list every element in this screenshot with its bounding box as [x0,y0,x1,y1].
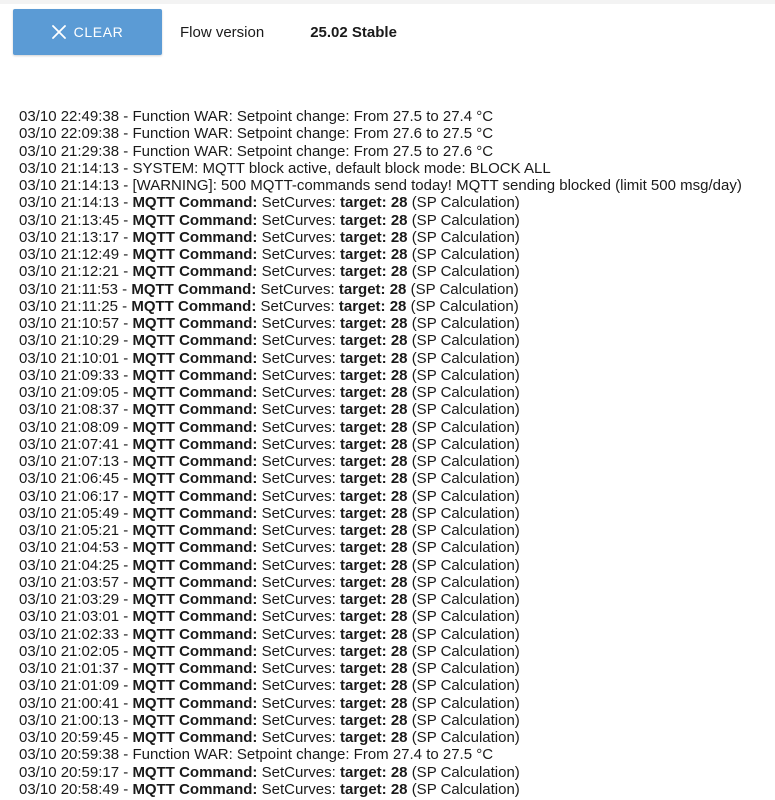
log-entry: 03/10 21:13:45 - MQTT Command: SetCurves: target: 28 (SP Calculation) [19,211,520,229]
log-timestamp: 03/10 21:01:37 [19,660,120,677]
log-target: target: 28 [339,470,408,488]
log-command-label: MQTT Command: [132,332,258,350]
log-timestamp: 03/10 21:12:21 [19,263,120,281]
log-entry: 03/10 21:07:41 - MQTT Command: SetCurves: target: 28 (SP Calculation) [19,435,520,453]
log-command-label: MQTT Command: [132,711,258,729]
log-target: target: 28 [339,315,408,332]
log-command-name: SetCurves: [261,332,336,350]
log-command-name: SetCurves: [261,487,336,505]
log-entry: 03/10 21:02:33 - MQTT Command: SetCurves: target: 28 (SP Calculation) [19,625,520,643]
log-command-label: MQTT Command: [132,349,258,367]
log-source: (SP Calculation) [411,539,520,557]
log-timestamp: 03/10 21:13:45 [19,211,120,229]
log-target: target: 28 [339,194,408,212]
log-entry: 03/10 21:09:05 - MQTT Command: SetCurves: target: 28 (SP Calculation) [19,384,520,401]
log-target: target: 28 [339,401,408,419]
log-command-label: MQTT Command: [132,211,258,229]
log-timestamp: 03/10 20:59:38 [19,746,120,764]
log-command-label: MQTT Command: [132,729,258,746]
log-entry: 03/10 21:12:49 - MQTT Command: SetCurves: target: 28 (SP Calculation) [19,246,520,263]
log-command-label: MQTT Command: [132,642,258,660]
log-timestamp: 03/10 21:09:33 [19,366,120,384]
log-timestamp: 03/10 21:05:21 [19,522,120,539]
log-timestamp: 03/10 22:49:38 [19,108,120,125]
flow-version-value: 25.02 Stable [310,23,397,41]
log-timestamp: 03/10 20:59:17 [19,763,120,781]
log-command-label: MQTT Command: [132,366,258,384]
log-timestamp: 03/10 21:09:05 [19,384,120,401]
log-target: target: 28 [339,780,408,798]
log-entry: 03/10 21:05:49 - MQTT Command: SetCurves: target: 28 (SP Calculation) [19,504,520,522]
log-target: target: 28 [339,694,408,712]
clear-button-label: CLEAR [73,24,124,40]
log-source: (SP Calculation) [411,401,520,419]
log-command-label: MQTT Command: [132,608,258,626]
log-entry: 03/10 21:11:25 - MQTT Command: SetCurves: target: 28 (SP Calculation) [19,297,519,315]
log-entry: 03/10 21:10:29 - MQTT Command: SetCurves: target: 28 (SP Calculation) [19,332,520,350]
log-timestamp: 03/10 21:07:13 [19,453,120,470]
log-entry: 03/10 21:03:57 - MQTT Command: SetCurves: target: 28 (SP Calculation) [19,573,520,591]
log-command-label: MQTT Command: [131,280,257,298]
log-target: target: 28 [339,418,408,436]
log-timestamp: 03/10 21:10:29 [19,332,120,350]
log-source: (SP Calculation) [411,487,520,505]
log-entry: 03/10 21:29:38 - Function WAR: Setpoint change: From 27.5 to 27.6 °C [19,142,494,160]
log-command-label: MQTT Command: [132,573,258,591]
log-timestamp: 03/10 20:58:49 [19,780,120,798]
log-timestamp: 03/10 21:08:09 [19,418,120,436]
log-command-name: SetCurves: [261,729,336,746]
log-command-label: MQTT Command: [132,504,258,522]
log-source: (SP Calculation) [411,608,520,626]
log-source: (SP Calculation) [411,470,520,488]
log-entry: 03/10 21:00:13 - MQTT Command: SetCurves: target: 28 (SP Calculation) [19,711,520,729]
log-timestamp: 03/10 21:03:29 [19,591,120,608]
log-command-name: SetCurves: [261,694,336,712]
log-command-label: MQTT Command: [132,384,258,401]
log-entry: 03/10 21:04:25 - MQTT Command: SetCurves: target: 28 (SP Calculation) [19,556,520,574]
log-command-name: SetCurves: [261,349,336,367]
log-source: (SP Calculation) [411,453,520,470]
log-entry: 03/10 21:02:05 - MQTT Command: SetCurves: target: 28 (SP Calculation) [19,642,520,660]
log-entry: 03/10 21:01:09 - MQTT Command: SetCurves: target: 28 (SP Calculation) [19,677,520,695]
log-target: target: 28 [339,677,408,695]
log-entry: 03/10 21:11:53 - MQTT Command: SetCurves: target: 28 (SP Calculation) [19,280,519,298]
log-command-label: MQTT Command: [132,401,258,419]
log-target: target: 28 [339,246,408,263]
log-target: target: 28 [339,608,408,626]
log-command-name: SetCurves: [261,228,336,246]
log-command-name: SetCurves: [261,660,336,677]
log-timestamp: 03/10 21:10:01 [19,349,120,367]
log-timestamp: 03/10 21:08:37 [19,401,120,419]
log-message: Function WAR: Setpoint change: From 27.5 to 27.4 °C [132,108,494,125]
log-command-name: SetCurves: [261,642,336,660]
log-source: (SP Calculation) [411,194,520,212]
log-entry: 03/10 21:14:13 - SYSTEM: MQTT block active, default block mode: BLOCK ALL [19,159,551,177]
log-source: (SP Calculation) [410,297,519,315]
log-command-name: SetCurves: [261,504,336,522]
log-panel [19,108,775,798]
log-source: (SP Calculation) [411,573,520,591]
log-timestamp: 03/10 21:03:01 [19,608,120,626]
log-timestamp: 03/10 21:01:09 [19,677,120,695]
log-entry: 03/10 21:10:01 - MQTT Command: SetCurves: target: 28 (SP Calculation) [19,349,520,367]
log-command-name: SetCurves: [261,211,336,229]
log-command-label: MQTT Command: [132,453,258,470]
log-entry: 03/10 21:00:41 - MQTT Command: SetCurves: target: 28 (SP Calculation) [19,694,520,712]
log-command-label: MQTT Command: [131,297,257,315]
log-entry: 03/10 22:09:38 - Function WAR: Setpoint change: From 27.6 to 27.5 °C [19,125,494,143]
log-target: target: 28 [339,729,408,746]
log-timestamp: 03/10 21:04:25 [19,556,120,574]
log-source: (SP Calculation) [411,642,520,660]
log-command-label: MQTT Command: [132,522,258,539]
log-command-name: SetCurves: [261,780,336,798]
log-source: (SP Calculation) [411,263,520,281]
log-target: target: 28 [338,297,407,315]
log-command-label: MQTT Command: [132,194,258,212]
log-entry: 03/10 20:59:38 - Function WAR: Setpoint change: From 27.4 to 27.5 °C [19,746,494,764]
log-command-name: SetCurves: [261,608,336,626]
log-command-name: SetCurves: [261,677,336,695]
log-command-name: SetCurves: [261,246,336,263]
top-border [0,0,775,4]
log-timestamp: 03/10 21:29:38 [19,142,120,160]
log-entry: 03/10 21:03:29 - MQTT Command: SetCurves: target: 28 (SP Calculation) [19,591,520,608]
log-timestamp: 03/10 21:03:57 [19,573,120,591]
log-command-name: SetCurves: [261,711,336,729]
log-timestamp: 03/10 21:07:41 [19,435,120,453]
log-target: target: 28 [339,522,408,539]
log-command-label: MQTT Command: [132,694,258,712]
log-timestamp: 03/10 21:02:05 [19,642,120,660]
log-entry: 03/10 21:14:13 - MQTT Command: SetCurves: target: 28 (SP Calculation) [19,194,520,212]
log-timestamp: 03/10 21:11:25 [19,297,118,315]
log-command-label: MQTT Command: [132,487,258,505]
log-target: target: 28 [339,435,408,453]
log-target: target: 28 [339,625,408,643]
log-timestamp: 03/10 21:11:53 [19,280,118,298]
log-entry: 03/10 21:07:13 - MQTT Command: SetCurves: target: 28 (SP Calculation) [19,453,520,470]
log-command-label: MQTT Command: [132,625,258,643]
toolbar [13,9,397,55]
log-entry: 03/10 21:03:01 - MQTT Command: SetCurves: target: 28 (SP Calculation) [19,608,520,626]
log-target: target: 28 [339,642,408,660]
log-command-label: MQTT Command: [132,435,258,453]
log-timestamp: 03/10 21:00:13 [19,711,120,729]
log-command-label: MQTT Command: [132,780,258,798]
log-entry: 03/10 21:04:53 - MQTT Command: SetCurves: target: 28 (SP Calculation) [19,539,520,557]
log-command-name: SetCurves: [261,263,336,281]
log-command-name: SetCurves: [261,315,336,332]
log-entry: 03/10 20:59:17 - MQTT Command: SetCurves: target: 28 (SP Calculation) [19,763,520,781]
log-entry: 03/10 21:08:09 - MQTT Command: SetCurves: target: 28 (SP Calculation) [19,418,520,436]
log-source: (SP Calculation) [411,694,520,712]
log-timestamp: 03/10 21:13:17 [19,228,120,246]
log-command-label: MQTT Command: [132,228,258,246]
log-target: target: 28 [339,573,408,591]
log-command-label: MQTT Command: [132,315,258,332]
log-command-name: SetCurves: [261,401,336,419]
log-command-name: SetCurves: [261,573,336,591]
log-source: (SP Calculation) [411,228,520,246]
log-entry: 03/10 21:05:21 - MQTT Command: SetCurves: target: 28 (SP Calculation) [19,522,520,539]
log-target: target: 28 [339,228,408,246]
log-target: target: 28 [339,763,408,781]
log-timestamp: 03/10 21:12:49 [19,246,120,263]
log-message: [WARNING]: 500 MQTT-commands send today! MQTT sending blocked (limit 500 msg/day) [132,177,742,194]
log-source: (SP Calculation) [410,280,519,298]
log-target: target: 28 [339,504,408,522]
log-message: Function WAR: Setpoint change: From 27.5 to 27.6 °C [132,142,494,160]
log-timestamp: 03/10 21:14:13 [19,159,120,177]
log-target: target: 28 [339,711,408,729]
log-command-name: SetCurves: [261,556,336,574]
log-source: (SP Calculation) [411,435,520,453]
log-target: target: 28 [339,453,408,470]
log-entry: 03/10 21:08:37 - MQTT Command: SetCurves: target: 28 (SP Calculation) [19,401,520,419]
log-entry: 03/10 22:49:38 - Function WAR: Setpoint change: From 27.5 to 27.4 °C [19,108,494,125]
log-command-label: MQTT Command: [132,263,258,281]
log-command-label: MQTT Command: [132,591,258,608]
flow-version-label: Flow version [180,23,265,41]
clear-button[interactable] [13,9,162,55]
log-message: SYSTEM: MQTT block active, default block mode: BLOCK ALL [132,159,551,177]
log-command-name: SetCurves: [261,591,336,608]
log-command-name: SetCurves: [261,522,336,539]
log-source: (SP Calculation) [411,556,520,574]
log-source: (SP Calculation) [411,522,520,539]
log-message: Function WAR: Setpoint change: From 27.4 to 27.5 °C [132,746,494,764]
log-command-label: MQTT Command: [132,556,258,574]
log-timestamp: 03/10 21:14:13 [19,177,120,194]
log-command-label: MQTT Command: [132,660,258,677]
log-target: target: 28 [339,384,408,401]
close-icon [52,25,66,39]
log-command-label: MQTT Command: [132,246,258,263]
log-command-name: SetCurves: [260,280,335,298]
log-source: (SP Calculation) [411,349,520,367]
log-command-name: SetCurves: [261,435,336,453]
log-target: target: 28 [339,332,408,350]
log-entry: 03/10 21:14:13 - [WARNING]: 500 MQTT-commands send today! MQTT sending blocked (limit 500 msg/day) [19,177,742,194]
log-timestamp: 03/10 21:05:49 [19,504,120,522]
log-command-name: SetCurves: [261,470,336,488]
log-target: target: 28 [339,539,408,557]
log-timestamp: 03/10 21:04:53 [19,539,120,557]
log-target: target: 28 [339,556,408,574]
log-command-name: SetCurves: [261,763,336,781]
log-command-name: SetCurves: [260,297,335,315]
log-entry: 03/10 21:13:17 - MQTT Command: SetCurves: target: 28 (SP Calculation) [19,228,520,246]
log-target: target: 28 [339,263,408,281]
log-source: (SP Calculation) [411,332,520,350]
log-command-label: MQTT Command: [132,677,258,695]
log-source: (SP Calculation) [411,677,520,695]
log-target: target: 28 [338,280,407,298]
log-entry: 03/10 21:06:45 - MQTT Command: SetCurves: target: 28 (SP Calculation) [19,470,520,488]
log-source: (SP Calculation) [411,763,520,781]
log-timestamp: 03/10 21:14:13 [19,194,120,212]
log-source: (SP Calculation) [411,625,520,643]
log-entry: 03/10 21:12:21 - MQTT Command: SetCurves: target: 28 (SP Calculation) [19,263,520,281]
log-target: target: 28 [339,211,408,229]
log-source: (SP Calculation) [411,366,520,384]
log-entry: 03/10 21:10:57 - MQTT Command: SetCurves: target: 28 (SP Calculation) [19,315,520,332]
log-entry: 03/10 21:01:37 - MQTT Command: SetCurves: target: 28 (SP Calculation) [19,660,520,677]
log-source: (SP Calculation) [411,418,520,436]
log-timestamp: 03/10 21:06:17 [19,487,120,505]
log-timestamp: 03/10 21:06:45 [19,470,120,488]
log-source: (SP Calculation) [411,504,520,522]
log-command-name: SetCurves: [261,625,336,643]
log-timestamp: 03/10 22:09:38 [19,125,120,143]
log-command-name: SetCurves: [261,384,336,401]
log-source: (SP Calculation) [411,711,520,729]
log-target: target: 28 [339,487,408,505]
log-target: target: 28 [339,366,408,384]
log-command-label: MQTT Command: [132,418,258,436]
log-target: target: 28 [339,660,408,677]
log-timestamp: 03/10 21:02:33 [19,625,120,643]
log-timestamp: 03/10 20:59:45 [19,729,120,746]
log-command-label: MQTT Command: [132,763,258,781]
log-source: (SP Calculation) [411,315,520,332]
log-target: target: 28 [339,349,408,367]
log-command-label: MQTT Command: [132,539,258,557]
log-entry: 03/10 20:59:45 - MQTT Command: SetCurves: target: 28 (SP Calculation) [19,729,520,746]
log-command-name: SetCurves: [261,539,336,557]
log-entry: 03/10 21:09:33 - MQTT Command: SetCurves: target: 28 (SP Calculation) [19,366,520,384]
log-source: (SP Calculation) [411,660,520,677]
log-target: target: 28 [339,591,408,608]
log-command-name: SetCurves: [261,418,336,436]
log-entry: 03/10 20:58:49 - MQTT Command: SetCurves: target: 28 (SP Calculation) [19,780,520,798]
log-command-name: SetCurves: [261,453,336,470]
log-timestamp: 03/10 21:00:41 [19,694,120,712]
log-entry: 03/10 21:06:17 - MQTT Command: SetCurves: target: 28 (SP Calculation) [19,487,520,505]
log-command-name: SetCurves: [261,366,336,384]
log-source: (SP Calculation) [411,211,520,229]
log-message: Function WAR: Setpoint change: From 27.6 to 27.5 °C [132,125,494,143]
log-command-label: MQTT Command: [132,470,258,488]
log-source: (SP Calculation) [411,729,520,746]
log-command-name: SetCurves: [261,194,336,212]
log-source: (SP Calculation) [411,780,520,798]
log-source: (SP Calculation) [411,384,520,401]
log-source: (SP Calculation) [411,246,520,263]
log-timestamp: 03/10 21:10:57 [19,315,120,332]
log-source: (SP Calculation) [411,591,520,608]
